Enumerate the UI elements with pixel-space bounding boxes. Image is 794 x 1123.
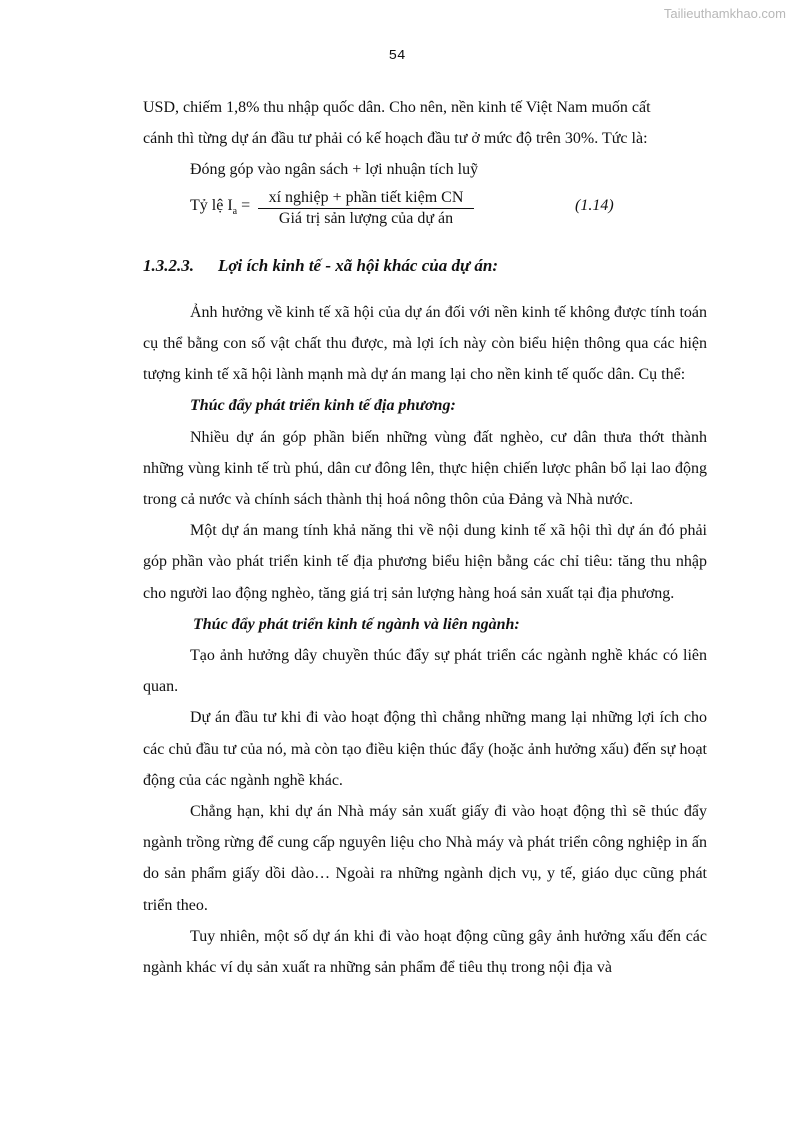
paragraph-2: Nhiều dự án góp phần biến những vùng đất nghèo, cư dân thưa thớt thành những vùng kinh tế trù phú, dân cư đông lên, thực hiện chiến lược phân bổ lại lao động trong cả nước và chính sách thành thị hoá nông thôn của Đảng và Nhà nước.: [143, 428, 707, 509]
formula-denominator: Giá trị sản lượng của dự án: [278, 209, 454, 227]
intro-line-1: USD, chiếm 1,8% thu nhập quốc dân. Cho nên, nền kinh tế Việt Nam muốn cất: [143, 99, 651, 116]
paragraph-3: Một dự án mang tính khả năng thi về nội dung kinh tế xã hội thì dự án đó phải góp phần vào phát triển kinh tế địa phương biểu hiện bằng các chỉ tiêu: tăng thu nhập cho người lao động nghèo, tăng giá trị sản lượng hàng hoá sản xuất tại địa phương.: [143, 522, 707, 602]
section-number: 1.3.2.3.: [143, 255, 194, 275]
watermark: Tailieuthamkhao.com: [663, 6, 786, 21]
formula: [143, 188, 707, 228]
subheading-local-economy: Thúc đẩy phát triển kinh tế địa phương:: [190, 397, 456, 415]
formula-label: [190, 196, 250, 222]
subheading-industry-economy: Thúc đẩy phát triển kinh tế ngành và liên ngành:: [193, 615, 520, 633]
paragraph-7: Tuy nhiên, một số dự án khi đi vào hoạt động cũng gây ảnh hưởng xấu đến các ngành khác ví dụ sản xuất ra những sản phẩm để tiêu thụ trong nội địa và: [143, 927, 707, 977]
formula-top-text: Đóng góp vào ngân sách + lợi nhuận tích luỹ: [190, 161, 479, 179]
page-number: 54: [388, 48, 406, 64]
section-heading: [143, 250, 707, 281]
paragraph-1: Ảnh hưởng về kinh tế xã hội của dự án đối với nền kinh tế không được tính toán cụ thể bằng con số vật chất thu được, mà lợi ích này còn biểu hiện thông qua các hiện tượng kinh tế xã hội lành mạnh mà dự án mang lại cho nền kinh tế quốc dân. Cụ thể:: [143, 303, 707, 384]
formula-equals: =: [241, 196, 251, 214]
paragraph-6: Chẳng hạn, khi dự án Nhà máy sản xuất giấy đi vào hoạt động thì sẽ thúc đẩy ngành trồng rừng để cung cấp nguyên liệu cho Nhà máy và phát triển công nghiệp in ấn do sản phẩm giấy dồi dào… Ngoài ra những ngành dịch vụ, y tế, giáo dục cũng phát triển theo.: [143, 803, 707, 914]
formula-label-subscript: a: [232, 205, 238, 217]
formula-numerator: xí nghiệp + phần tiết kiệm CN: [258, 188, 474, 209]
paragraph-4: Tạo ảnh hưởng dây chuyền thúc đẩy sự phát triển các ngành nghề khác có liên quan.: [143, 647, 707, 696]
equation-number: (1.14): [575, 196, 614, 214]
intro-line-2: cánh thì từng dự án đầu tư phải có kế hoạch đầu tư ở mức độ trên 30%. Tức là:: [143, 130, 648, 148]
paragraph-5: Dự án đầu tư khi đi vào hoạt động thì chẳng những mang lại những lợi ích cho các chủ đầu tư của nó, mà còn tạo điều kiện thúc đẩy (hoặc ảnh hưởng xấu) đến sự hoạt động của các ngành nghề khác.: [143, 709, 707, 789]
formula-label-text: Tỷ lệ I: [190, 196, 233, 214]
document-body: [143, 92, 707, 983]
section-title: Lợi ích kinh tế - xã hội khác của dự án:: [218, 255, 498, 275]
formula-fraction: [258, 188, 474, 229]
